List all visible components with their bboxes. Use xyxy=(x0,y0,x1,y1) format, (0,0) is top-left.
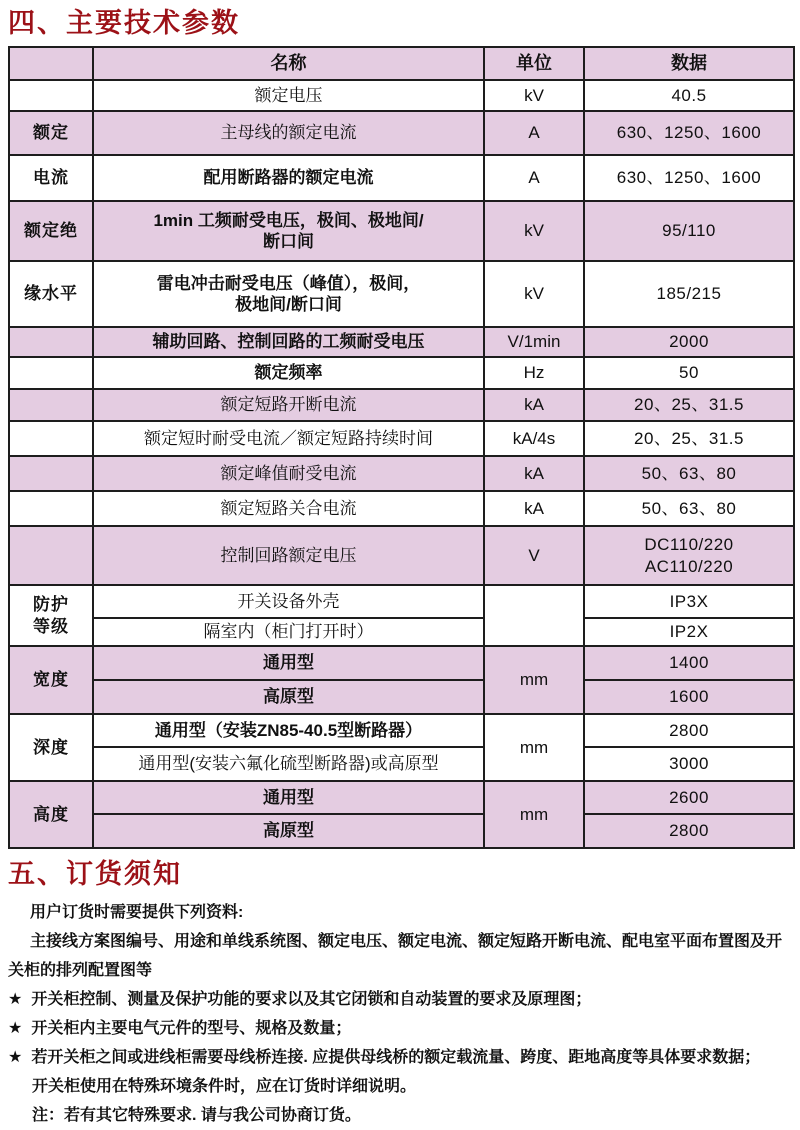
value-cell: 2800 xyxy=(584,814,794,848)
param-name-cell: 高原型 xyxy=(93,680,484,714)
note-line: 开关柜使用在特殊环境条件时，应在订货时详细说明。 xyxy=(32,1078,417,1095)
unit-cell: kV xyxy=(484,261,584,327)
param-name-cell: 辅助回路、控制回路的工频耐受电压 xyxy=(93,327,484,357)
table-row xyxy=(9,747,794,781)
unit-cell: kA xyxy=(484,491,584,526)
note-bullet-line: ★ 开关柜内主要电气元件的型号、规格及数量； xyxy=(8,1014,793,1043)
table-row xyxy=(9,814,794,848)
value-cell: 1400 xyxy=(584,646,794,680)
param-name-cell: 额定短时耐受电流／额定短路持续时间 xyxy=(93,421,484,456)
table-row xyxy=(9,357,794,389)
value-cell: 50 xyxy=(584,357,794,389)
unit-cell: A xyxy=(484,111,584,155)
row-label-cell xyxy=(9,421,93,456)
value-cell: 50、63、80 xyxy=(584,456,794,491)
unit-cell: kA xyxy=(484,456,584,491)
unit-cell: Hz xyxy=(484,357,584,389)
value-cell: DC110/220 AC110/220 xyxy=(584,526,794,585)
row-label-cell: 缘水平 xyxy=(9,261,93,327)
table-header-row xyxy=(9,47,794,80)
row-label-cell xyxy=(9,80,93,111)
note-line: 注：若有其它特殊要求. 请与我公司协商订货。 xyxy=(32,1107,361,1124)
header-corner-cell xyxy=(9,47,93,80)
param-name-cell: 通用型(安装六氟化硫型断路器)或高原型 xyxy=(93,747,484,781)
param-name-cell: 通用型 xyxy=(93,781,484,814)
tech-params-table xyxy=(8,46,795,849)
table-row xyxy=(9,327,794,357)
value-cell: 40.5 xyxy=(584,80,794,111)
row-label-cell xyxy=(9,327,93,357)
unit-cell: V/1min xyxy=(484,327,584,357)
note-bullet-line: ★ 若开关柜之间或进线柜需要母线桥连接. 应提供母线桥的额定载流量、跨度、距地高度等具体要求数据； xyxy=(8,1043,793,1072)
param-name-cell: 配用断路器的额定电流 xyxy=(93,155,484,201)
star-bullet-icon: ★ xyxy=(8,1020,23,1037)
header-name-cell: 名称 xyxy=(93,47,484,80)
table-row xyxy=(9,261,794,327)
param-name-cell: 额定峰值耐受电流 xyxy=(93,456,484,491)
value-cell: 1600 xyxy=(584,680,794,714)
note-line: 用户订货时需要提供下列资料: xyxy=(30,904,244,921)
row-label-cell xyxy=(9,357,93,389)
table-row xyxy=(9,421,794,456)
value-cell: 2600 xyxy=(584,781,794,814)
unit-cell: kV xyxy=(484,80,584,111)
value-cell: 185/215 xyxy=(584,261,794,327)
param-name-cell: 高原型 xyxy=(93,814,484,848)
value-cell: 630、1250、1600 xyxy=(584,155,794,201)
param-name-cell: 雷电冲击耐受电压（峰值），极间， 极地间/断口间 xyxy=(93,261,484,327)
unit-cell: kV xyxy=(484,201,584,261)
value-cell: IP3X xyxy=(584,585,794,618)
header-data-cell: 数据 xyxy=(584,47,794,80)
note-line: 主接线方案图编号、用途和单线系统图、额定电压、额定电流、额定短路开断电流、配电室平面布置图及开 xyxy=(30,933,783,950)
note-bullet-line: ★ 开关柜控制、测量及保护功能的要求以及其它闭锁和自动装置的要求及原理图； xyxy=(8,985,793,1014)
param-name-cell: 隔室内（柜门打开时） xyxy=(93,618,484,646)
table-row xyxy=(9,456,794,491)
row-label-cell xyxy=(9,491,93,526)
row-label-cell: 深度 xyxy=(9,714,93,781)
value-cell: 50、63、80 xyxy=(584,491,794,526)
value-cell: 20、25、31.5 xyxy=(584,389,794,421)
param-name-cell: 通用型 xyxy=(93,646,484,680)
table-row xyxy=(9,585,794,618)
value-cell: 3000 xyxy=(584,747,794,781)
table-row xyxy=(9,111,794,155)
notes-lines xyxy=(8,898,793,1130)
table-row xyxy=(9,526,794,585)
unit-cell xyxy=(484,585,584,646)
unit-cell: V xyxy=(484,526,584,585)
param-name-cell: 1min 工频耐受电压，极间、极地间/ 断口间 xyxy=(93,201,484,261)
param-name-cell: 额定电压 xyxy=(93,80,484,111)
param-name-cell: 通用型（安装ZN85-40.5型断路器） xyxy=(93,714,484,747)
value-cell: 2000 xyxy=(584,327,794,357)
row-label-cell xyxy=(9,389,93,421)
table-row xyxy=(9,155,794,201)
unit-cell: mm xyxy=(484,714,584,781)
star-bullet-icon: ★ xyxy=(8,991,23,1008)
value-cell: IP2X xyxy=(584,618,794,646)
value-cell: 630、1250、1600 xyxy=(584,111,794,155)
row-label-cell xyxy=(9,526,93,585)
unit-cell: mm xyxy=(484,781,584,848)
unit-cell: A xyxy=(484,155,584,201)
row-label-cell: 额定 xyxy=(9,111,93,155)
table-row xyxy=(9,714,794,747)
param-name-cell: 额定频率 xyxy=(93,357,484,389)
section5-title: 五、订货须知 xyxy=(8,859,182,889)
param-name-cell: 主母线的额定电流 xyxy=(93,111,484,155)
header-unit-cell: 单位 xyxy=(484,47,584,80)
row-label-cell: 宽度 xyxy=(9,646,93,714)
unit-cell: kA xyxy=(484,389,584,421)
table-row xyxy=(9,201,794,261)
table-row xyxy=(9,80,794,111)
value-cell: 2800 xyxy=(584,714,794,747)
row-label-cell: 额定绝 xyxy=(9,201,93,261)
note-line: 关柜的排列配置图等 xyxy=(8,962,153,979)
table-row xyxy=(9,491,794,526)
param-name-cell: 开关设备外壳 xyxy=(93,585,484,618)
ordering-notes-section xyxy=(8,859,793,1130)
row-label-cell: 电流 xyxy=(9,155,93,201)
value-cell: 95/110 xyxy=(584,201,794,261)
section4-title: 四、主要技术参数 xyxy=(8,8,240,38)
table-row xyxy=(9,389,794,421)
table-row xyxy=(9,781,794,814)
unit-cell: kA/4s xyxy=(484,421,584,456)
table-row xyxy=(9,680,794,714)
param-name-cell: 控制回路额定电压 xyxy=(93,526,484,585)
param-name-cell: 额定短路开断电流 xyxy=(93,389,484,421)
param-name-cell: 额定短路关合电流 xyxy=(93,491,484,526)
row-label-cell: 高度 xyxy=(9,781,93,848)
table-row xyxy=(9,646,794,680)
unit-cell: mm xyxy=(484,646,584,714)
value-cell: 20、25、31.5 xyxy=(584,421,794,456)
row-label-cell xyxy=(9,456,93,491)
table-row xyxy=(9,618,794,646)
table-body xyxy=(9,80,794,848)
row-label-cell: 防护 等级 xyxy=(9,585,93,646)
star-bullet-icon: ★ xyxy=(8,1049,23,1066)
